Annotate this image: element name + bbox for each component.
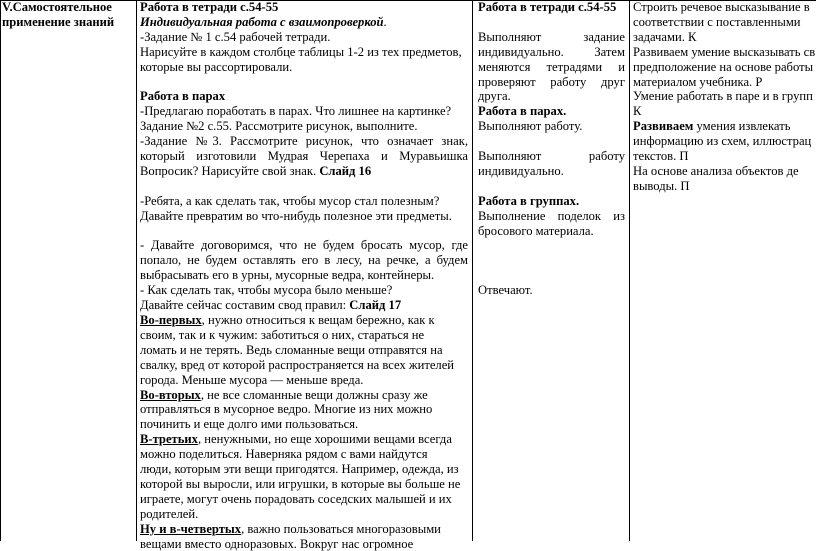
teacher-text: Давайте превратим во что-нибудь полезное эти предметы. (140, 208, 452, 223)
stage-cell (2, 0, 128, 30)
teacher-text-slide17 (140, 298, 468, 313)
teacher-activity-cell (140, 0, 468, 551)
teacher-text: попало, не будем оставлять его в лесу, на речке, а будем (140, 253, 468, 268)
table-left-border (0, 0, 1, 541)
rule-text: играете, могут очень порадовать соседских малышей и их (140, 491, 452, 506)
student-text: Отвечают. (478, 283, 533, 298)
uud-skill-heading: Развиваем (633, 119, 694, 134)
student-activity-cell (478, 0, 625, 298)
uud-text: информацию из схем, иллюстрац (633, 134, 812, 149)
rule-text: свалку, вред от которой распространяется на всех жителей (140, 357, 455, 372)
teacher-text-slide16 (140, 164, 468, 179)
spacer (478, 238, 625, 253)
rule-1 (140, 313, 468, 328)
teacher-text: - Как сделать так, чтобы мусора было меньше? (140, 283, 393, 298)
student-heading-groups: Работа в группах. (478, 193, 580, 208)
rule-text: города. Меньше мусора — меньше вреда. (140, 372, 364, 387)
uud-cell (633, 0, 833, 194)
spacer (140, 179, 468, 194)
uud-text: текстов. П (633, 149, 689, 164)
uud-text: На основе анализа объектов де (633, 163, 799, 178)
uud-text: выводы. П (633, 178, 690, 193)
rule-3 (140, 432, 468, 447)
rule-text: ломать и не терять. Ведь сломанные вещи отправятся на (140, 342, 443, 357)
rule-text: , не все сломанные вещи должны сразу же (200, 387, 428, 402)
rule-text: , важно пользоваться многоразовыми (241, 521, 441, 536)
spacer (478, 15, 625, 30)
rule-4 (140, 522, 468, 537)
uud-text: Развиваем умение высказывать св (633, 44, 816, 59)
rule-2 (140, 388, 468, 403)
teacher-text: -Ребята, а как сделать так, чтобы мусор стал полезным? (140, 193, 440, 208)
teacher-text: -Предлагаю поработать в парах. Что лишнее на картинке? (140, 104, 452, 119)
teacher-heading-pairs: Работа в парах (140, 89, 226, 104)
uud-text: материалом учебника. Р (633, 74, 763, 89)
uud-text: задачами. К (633, 29, 697, 44)
rule-text: своим, так и к чужим: заботиться о них, стараться не (140, 327, 425, 342)
stage-title-line-1: V.Самостоятельное (2, 0, 112, 14)
rule-1-heading: Во-первых (140, 312, 202, 327)
uud-text: соответствии с поставленными (633, 14, 801, 29)
teacher-text: Задание №2 с.55. Рассмотрите рисунок, выполните. (140, 119, 418, 134)
student-text: Выполнение поделок из (478, 208, 625, 223)
rule-4-heading: Ну и в-четвертых (140, 521, 242, 536)
student-text: бросового материала. (478, 223, 594, 238)
uud-skill (633, 119, 833, 134)
student-text: Выполняют работу. (478, 119, 583, 134)
student-heading-pairs: Работа в парах. (478, 104, 567, 119)
spacer (140, 224, 468, 239)
student-text: индивидуально. (478, 163, 564, 178)
column-divider-1 (136, 0, 137, 541)
individual-work-title-end: . (383, 14, 387, 29)
rule-text: которой вы выросли, или игрушки, в которые вы больше не (140, 476, 461, 491)
teacher-text: которые вы рассортировали. (140, 59, 293, 74)
uud-text: Строить речевое высказывание в (633, 0, 810, 14)
spacer (140, 75, 468, 90)
uud-text: предположение на основе работы (633, 59, 814, 74)
student-text: Выполняют задание (478, 29, 625, 44)
rule-text: починить и еще долго ими пользоваться. (140, 417, 359, 432)
rule-text: люди, которым эти вещи пригодятся. Например, одежда, из (140, 462, 459, 477)
rule-text: отправляться в мусорное ведро. Многие из них можно (140, 402, 433, 417)
rule-text: , нужно относиться к вещам бережно, как к (201, 312, 435, 327)
spacer (478, 134, 625, 149)
teacher-text: - Давайте договоримся, что не будем бросать мусор, где (140, 238, 468, 253)
teacher-text: Вопросик? Нарисуйте свой знак. (140, 163, 320, 178)
column-divider-2 (472, 0, 473, 541)
teacher-text: Нарисуйте в каждом столбце таблицы 1-2 из тех предметов, (140, 44, 462, 59)
uud-text: Умение работать в паре и в групп (633, 89, 813, 104)
teacher-text: выбрасывать его в урны, мусорные ведра, контейнеры. (140, 268, 435, 283)
student-text: меняются тетрадями и (478, 59, 625, 74)
spacer (478, 253, 625, 268)
slide-16-label: Слайд 16 (319, 163, 372, 178)
rule-text: можно поделиться. Наверняка рядом с вами найдутся (140, 447, 428, 462)
uud-text: умения извлекать (693, 119, 791, 134)
student-text: друга. (478, 89, 511, 104)
student-text: Выполняют работу (478, 149, 625, 164)
spacer (478, 268, 625, 283)
rule-3-heading: В-третьих (140, 432, 198, 447)
rule-text: , ненужными, но еще хорошими вещами всегда (197, 432, 452, 447)
rule-text: родителей. (140, 506, 199, 521)
teacher-heading-notebook: Работа в тетради с.54-55 (140, 0, 279, 14)
individual-work-title: Индивидуальная работа с взаимопроверкой (140, 14, 384, 29)
teacher-heading-individual (140, 15, 468, 30)
student-text: проверяют работу друг (478, 74, 625, 89)
stage-title-line-2: применение знаний (2, 14, 115, 29)
teacher-text: Давайте сейчас составим свод правил: (140, 298, 350, 313)
teacher-text: -Задание №3. Рассмотрите рисунок, что означает знак, (140, 134, 468, 149)
student-text: индивидуально. Затем (478, 44, 625, 59)
teacher-text: который изготовили Мудрая Черепаха и Муравьишка (140, 149, 468, 164)
spacer (478, 179, 625, 194)
teacher-text: -Задание № 1 с.54 рабочей тетради. (140, 29, 331, 44)
student-heading-notebook: Работа в тетради с.54-55 (478, 0, 617, 14)
slide-17-label: Слайд 17 (349, 298, 402, 313)
rule-text: вещами вместо одноразовых. Вокруг нас огромное (140, 536, 414, 551)
column-divider-3 (629, 0, 630, 541)
uud-text: К (633, 104, 642, 119)
rule-2-heading: Во-вторых (140, 387, 201, 402)
